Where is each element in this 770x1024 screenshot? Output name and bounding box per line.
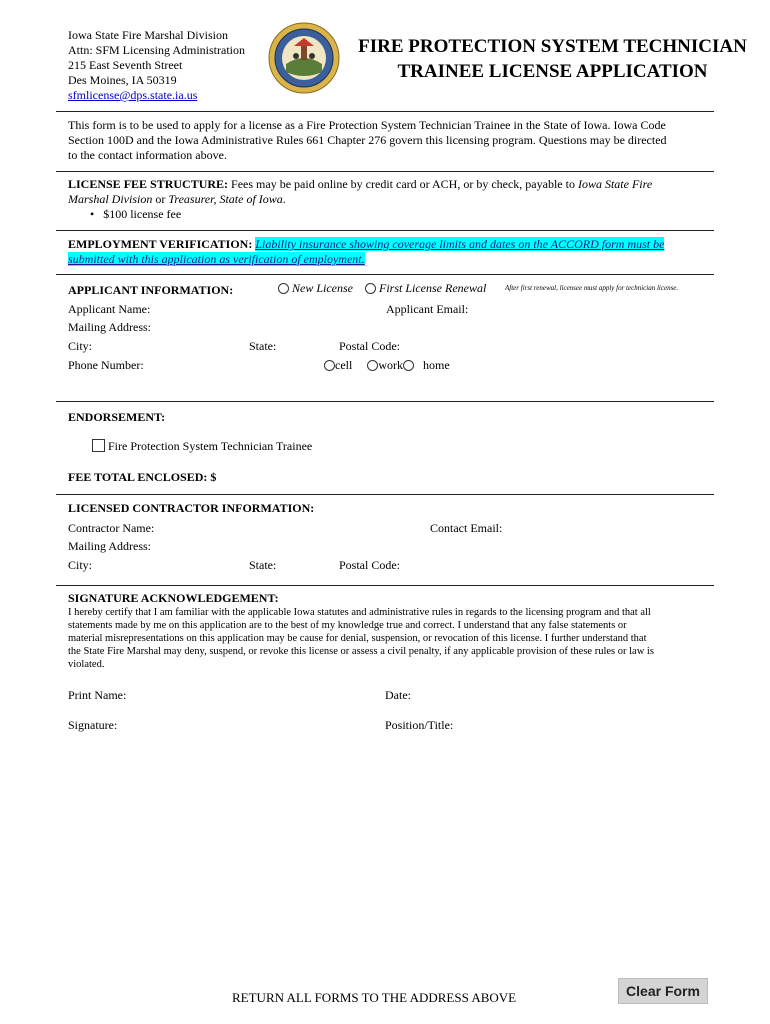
contact-email-label: Contact Email: xyxy=(430,521,503,535)
contact-email-link[interactable]: sfmlicense@dps.state.ia.us xyxy=(68,88,198,102)
signature-label: Signature: xyxy=(68,718,118,732)
intro-paragraph: This form is to be used to apply for a license as a Fire Protection System Technician Trainee in the State of Iowa. Iowa Code Section 100D and the Iowa Administrative Rules 661 Chapter 276 govern this licensing program. Questions may be directed to the contact information above. xyxy=(68,118,667,162)
license-type-options: New License First License Renewal xyxy=(278,281,486,296)
endorsement-heading: ENDORSEMENT: xyxy=(68,410,166,424)
iowa-state-seal xyxy=(268,22,340,94)
cell-radio[interactable] xyxy=(324,360,335,371)
endorsement-option: Fire Protection System Technician Trainee xyxy=(92,439,312,456)
divider xyxy=(56,274,714,275)
address-line: 215 East Seventh Street xyxy=(68,58,183,72)
fee-total-label: FEE TOTAL ENCLOSED: $ xyxy=(68,470,217,484)
contractor-city-label: City: xyxy=(68,558,93,572)
new-license-radio[interactable] xyxy=(278,283,289,294)
contractor-heading: LICENSED CONTRACTOR INFORMATION: xyxy=(68,501,315,515)
applicant-email-label: Applicant Email: xyxy=(386,302,469,316)
address-line: Des Moines, IA 50319 xyxy=(68,73,177,87)
divider xyxy=(56,401,714,402)
contractor-mailing-label: Mailing Address: xyxy=(68,539,151,553)
divider xyxy=(56,230,714,231)
address-line: Iowa State Fire Marshal Division xyxy=(68,28,228,42)
print-name-label: Print Name: xyxy=(68,688,127,702)
contractor-state-label: State: xyxy=(249,558,277,572)
home-radio[interactable] xyxy=(403,360,414,371)
phone-number-label: Phone Number: xyxy=(68,358,144,372)
mailing-address-label: Mailing Address: xyxy=(68,320,151,334)
fee-amount: $100 license fee xyxy=(103,207,182,221)
divider xyxy=(56,171,714,172)
renewal-radio[interactable] xyxy=(365,283,376,294)
employment-verification: EMPLOYMENT VERIFICATION: Liability insurance showing coverage limits and dates on the ACCORD form must be submitted with this application as verification of employment. xyxy=(68,237,665,266)
clear-form-button[interactable]: Clear Form xyxy=(618,978,708,1004)
date-label: Date: xyxy=(385,688,411,702)
applicant-heading: APPLICANT INFORMATION: xyxy=(68,283,234,297)
divider xyxy=(56,494,714,495)
city-label: City: xyxy=(68,339,93,353)
renewal-note: After first renewal, licensee must apply for technician license. xyxy=(505,284,679,292)
certification-text: I hereby certify that I am familiar with the applicable Iowa statutes and administrative rules in regards to the licensing program and that all statements made by me on this application are to the best of my knowledge true and correct. I understand that any false statements or material misrepresentations on this application may be cause for denial, suspension, or revocation of this license. I further understand that the State Fire Marshal may deny, suspend, or revoke this license or assess a civil penalty, if any applicable provision of these rules or law is violated. xyxy=(68,607,654,670)
position-title-label: Position/Title: xyxy=(385,718,454,732)
fee-structure: LICENSE FEE STRUCTURE: Fees may be paid online by credit card or ACH, or by check, payable to Iowa State Fire Marshal Division or Treasurer, State of Iowa. • $100 license fee xyxy=(68,177,653,221)
contractor-postal-label: Postal Code: xyxy=(339,558,401,572)
endorsement-checkbox[interactable] xyxy=(92,439,105,452)
divider xyxy=(56,111,714,112)
applicant-name-label: Applicant Name: xyxy=(68,302,151,316)
state-label: State: xyxy=(249,339,277,353)
signature-heading: SIGNATURE ACKNOWLEDGEMENT: xyxy=(68,591,279,605)
page-title: FIRE PROTECTION SYSTEM TECHNICIAN TRAINEE LICENSE APPLICATION xyxy=(358,36,747,82)
return-instructions: RETURN ALL FORMS TO THE ADDRESS ABOVE xyxy=(232,990,517,1005)
phone-type-options: cell work home xyxy=(324,358,450,373)
work-radio[interactable] xyxy=(367,360,378,371)
address-line: Attn: SFM Licensing Administration xyxy=(68,43,246,57)
postal-code-label: Postal Code: xyxy=(339,339,401,353)
bullet-icon: • xyxy=(90,207,95,221)
divider xyxy=(56,585,714,586)
agency-address xyxy=(68,28,245,103)
contractor-name-label: Contractor Name: xyxy=(68,521,155,535)
